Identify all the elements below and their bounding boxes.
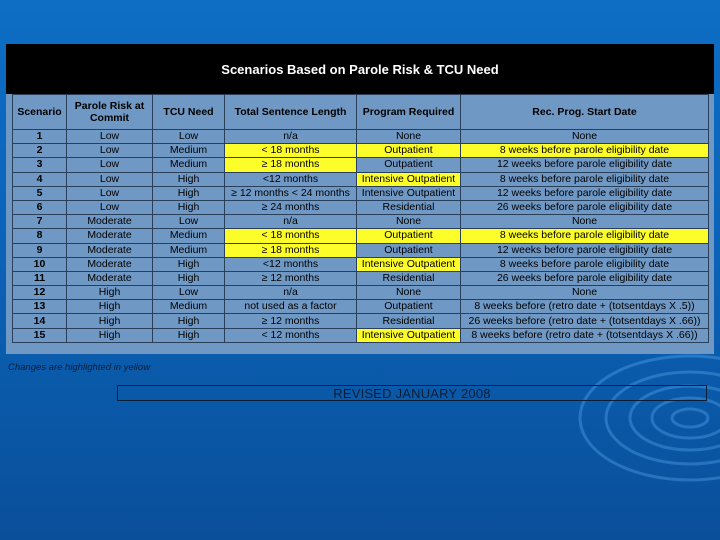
cell-parole-risk: Low: [67, 200, 153, 214]
cell-sentence-length: ≥ 12 months: [225, 314, 357, 328]
table-header-row: [13, 95, 709, 130]
cell-parole-risk: High: [67, 328, 153, 342]
cell-parole-risk: Low: [67, 130, 153, 144]
column-header-scenario: Scenario: [13, 95, 67, 130]
cell-scenario: 11: [13, 271, 67, 285]
cell-scenario: 3: [13, 158, 67, 172]
table-row: [13, 158, 709, 172]
cell-tcu-need: Medium: [153, 158, 225, 172]
cell-sentence-length: < 18 months: [225, 229, 357, 243]
cell-tcu-need: High: [153, 200, 225, 214]
cell-program-required: None: [357, 215, 461, 229]
cell-scenario: 1: [13, 130, 67, 144]
cell-tcu-need: Medium: [153, 229, 225, 243]
cell-program-required: Intensive Outpatient: [357, 172, 461, 186]
cell-program-required: Residential: [357, 271, 461, 285]
cell-tcu-need: Medium: [153, 144, 225, 158]
cell-program-required: None: [357, 130, 461, 144]
cell-tcu-need: Low: [153, 130, 225, 144]
cell-parole-risk: Moderate: [67, 215, 153, 229]
cell-start-date: 8 weeks before parole eligibility date: [461, 172, 709, 186]
scenario-table: [12, 94, 709, 343]
table-row: [13, 243, 709, 257]
cell-start-date: 8 weeks before (retro date + (totsentdays X .66)): [461, 328, 709, 342]
cell-parole-risk: High: [67, 300, 153, 314]
table-row: [13, 328, 709, 342]
cell-start-date: 26 weeks before (retro date + (totsentdays X .66)): [461, 314, 709, 328]
cell-sentence-length: ≥ 12 months < 24 months: [225, 186, 357, 200]
table-row: [13, 229, 709, 243]
column-header-parole-risk: Parole Risk at Commit: [67, 95, 153, 130]
cell-scenario: 9: [13, 243, 67, 257]
cell-sentence-length: < 12 months: [225, 328, 357, 342]
revised-banner: REVISED JANUARY 2008: [117, 385, 707, 401]
cell-start-date: 8 weeks before (retro date + (totsentdays X .5)): [461, 300, 709, 314]
column-header-program-required: Program Required: [357, 95, 461, 130]
cell-scenario: 15: [13, 328, 67, 342]
cell-program-required: Outpatient: [357, 158, 461, 172]
cell-parole-risk: Moderate: [67, 243, 153, 257]
table-row: [13, 144, 709, 158]
cell-scenario: 2: [13, 144, 67, 158]
cell-start-date: 8 weeks before parole eligibility date: [461, 144, 709, 158]
table-row: [13, 186, 709, 200]
cell-program-required: Intensive Outpatient: [357, 186, 461, 200]
cell-parole-risk: Moderate: [67, 257, 153, 271]
cell-tcu-need: Low: [153, 215, 225, 229]
cell-parole-risk: Low: [67, 144, 153, 158]
cell-program-required: Intensive Outpatient: [357, 257, 461, 271]
cell-sentence-length: < 18 months: [225, 144, 357, 158]
cell-program-required: Outpatient: [357, 144, 461, 158]
cell-tcu-need: High: [153, 314, 225, 328]
table-row: [13, 215, 709, 229]
cell-tcu-need: Medium: [153, 243, 225, 257]
cell-start-date: None: [461, 286, 709, 300]
table-row: [13, 300, 709, 314]
cell-tcu-need: Low: [153, 286, 225, 300]
table-row: [13, 257, 709, 271]
cell-start-date: 8 weeks before parole eligibility date: [461, 257, 709, 271]
cell-start-date: 12 weeks before parole eligibility date: [461, 158, 709, 172]
cell-program-required: Residential: [357, 314, 461, 328]
cell-sentence-length: not used as a factor: [225, 300, 357, 314]
cell-start-date: None: [461, 215, 709, 229]
cell-start-date: 26 weeks before parole eligibility date: [461, 200, 709, 214]
cell-tcu-need: Medium: [153, 300, 225, 314]
cell-program-required: Outpatient: [357, 243, 461, 257]
cell-start-date: 26 weeks before parole eligibility date: [461, 271, 709, 285]
table-row: [13, 200, 709, 214]
cell-tcu-need: High: [153, 172, 225, 186]
cell-sentence-length: ≥ 18 months: [225, 243, 357, 257]
scenario-sheet: [6, 44, 714, 354]
cell-parole-risk: High: [67, 286, 153, 300]
cell-sentence-length: <12 months: [225, 172, 357, 186]
cell-tcu-need: High: [153, 328, 225, 342]
cell-sentence-length: ≥ 12 months: [225, 271, 357, 285]
cell-sentence-length: n/a: [225, 215, 357, 229]
column-header-sentence-length: Total Sentence Length: [225, 95, 357, 130]
cell-tcu-need: High: [153, 186, 225, 200]
cell-sentence-length: ≥ 18 months: [225, 158, 357, 172]
highlight-note: Changes are highlighted in yellow: [8, 362, 151, 373]
table-row: [13, 130, 709, 144]
cell-tcu-need: High: [153, 257, 225, 271]
sheet-title: Scenarios Based on Parole Risk & TCU Need: [6, 44, 714, 94]
cell-start-date: 12 weeks before parole eligibility date: [461, 243, 709, 257]
cell-scenario: 5: [13, 186, 67, 200]
cell-program-required: Outpatient: [357, 229, 461, 243]
cell-scenario: 13: [13, 300, 67, 314]
cell-scenario: 6: [13, 200, 67, 214]
cell-sentence-length: <12 months: [225, 257, 357, 271]
cell-scenario: 4: [13, 172, 67, 186]
cell-parole-risk: Low: [67, 186, 153, 200]
cell-scenario: 14: [13, 314, 67, 328]
cell-sentence-length: n/a: [225, 286, 357, 300]
cell-parole-risk: High: [67, 314, 153, 328]
cell-sentence-length: n/a: [225, 130, 357, 144]
cell-program-required: None: [357, 286, 461, 300]
table-row: [13, 271, 709, 285]
cell-start-date: None: [461, 130, 709, 144]
cell-sentence-length: ≥ 24 months: [225, 200, 357, 214]
cell-parole-risk: Low: [67, 172, 153, 186]
cell-scenario: 12: [13, 286, 67, 300]
cell-start-date: 8 weeks before parole eligibility date: [461, 229, 709, 243]
column-header-start-date: Rec. Prog. Start Date: [461, 95, 709, 130]
column-header-tcu-need: TCU Need: [153, 95, 225, 130]
table-row: [13, 314, 709, 328]
table-row: [13, 286, 709, 300]
cell-scenario: 10: [13, 257, 67, 271]
cell-program-required: Outpatient: [357, 300, 461, 314]
cell-parole-risk: Low: [67, 158, 153, 172]
cell-scenario: 7: [13, 215, 67, 229]
cell-tcu-need: High: [153, 271, 225, 285]
cell-parole-risk: Moderate: [67, 229, 153, 243]
cell-parole-risk: Moderate: [67, 271, 153, 285]
cell-scenario: 8: [13, 229, 67, 243]
cell-start-date: 12 weeks before parole eligibility date: [461, 186, 709, 200]
cell-program-required: Residential: [357, 200, 461, 214]
cell-program-required: Intensive Outpatient: [357, 328, 461, 342]
table-row: [13, 172, 709, 186]
